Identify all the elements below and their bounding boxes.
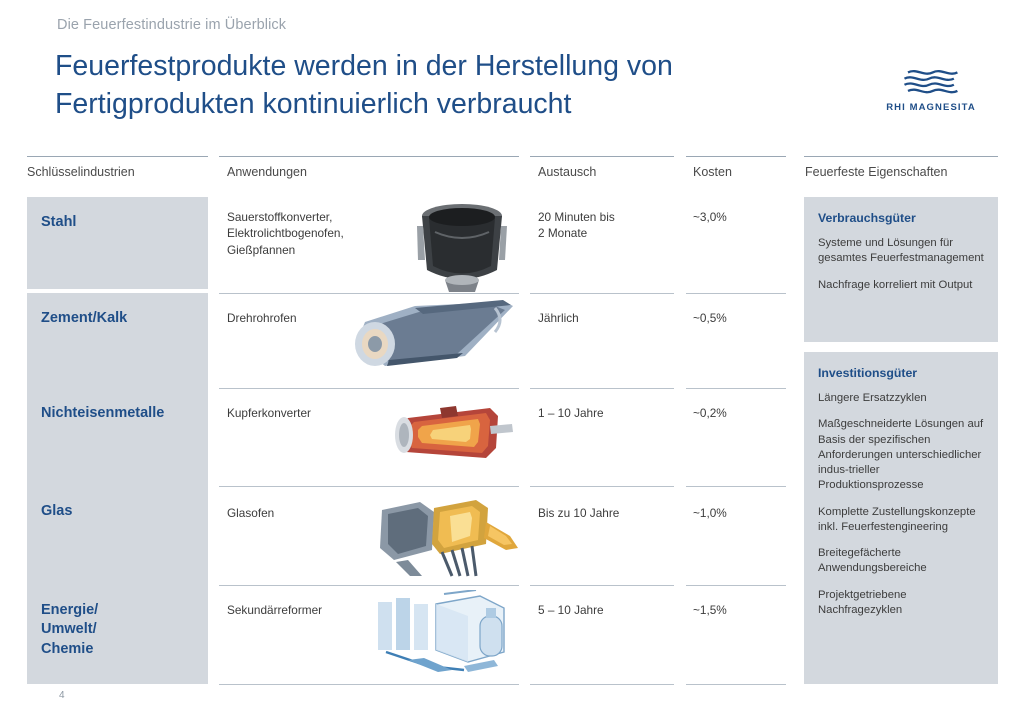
column-header-applications: Anwendungen	[227, 165, 307, 179]
cost-nonferrous: ~0,2%	[693, 406, 727, 420]
cost-energy: ~1,5%	[693, 603, 727, 617]
cost-glass: ~1,0%	[693, 506, 727, 520]
rule-costs	[686, 156, 786, 157]
row-rule-5-exchange	[530, 684, 674, 685]
cost-steel: ~3,0%	[693, 210, 727, 224]
row-rule-2-costs	[686, 388, 786, 389]
row-rule-2-exchange	[530, 388, 674, 389]
row-rule-4-exchange	[530, 585, 674, 586]
application-steel-line2: Elektrolichtbogenofen,	[227, 226, 344, 241]
column-header-costs: Kosten	[693, 165, 732, 179]
industry-cell-nonferrous: Nichteisenmetalle	[27, 388, 208, 486]
panel-capital-heading: Investitionsgüter	[818, 366, 918, 380]
panel-capital-goods	[804, 352, 998, 684]
exchange-steel-line2: 2 Monate	[538, 226, 588, 241]
row-rule-4-applications	[219, 585, 519, 586]
application-steel-line1: Sauerstoffkonverter,	[227, 210, 333, 224]
panel-capital-p5: Projektgetriebene Nachfragezyklen	[818, 588, 907, 616]
cost-cement: ~0,5%	[693, 311, 727, 325]
row-rule-3-exchange	[530, 486, 674, 487]
panel-consumables-p2: Nachfrage korreliert mit Output	[818, 278, 973, 291]
industry-energy-line2: Umwelt/	[41, 621, 97, 638]
application-glass: Glasofen	[227, 506, 275, 520]
exchange-nonferrous: 1 – 10 Jahre	[538, 406, 604, 420]
panel-consumables	[804, 197, 998, 342]
eyebrow-text: Die Feuerfestindustrie im Überblick	[57, 17, 287, 33]
row-rule-1-exchange	[530, 293, 674, 294]
application-steel	[227, 209, 407, 258]
panel-capital-p1: Längere Ersatzzyklen	[818, 392, 927, 404]
rule-exchange	[530, 156, 674, 157]
application-energy: Sekundärreformer	[227, 603, 323, 617]
column-header-industries: Schlüsselindustrien	[27, 165, 135, 179]
row-rule-5-costs	[686, 684, 786, 685]
panel-capital-p2: Maßgeschneiderte Lösungen auf Basis der spezifischen Anforderungen unterschiedlicher indus-trieller Produktionsprozesse	[818, 418, 984, 492]
exchange-steel-line1: 20 Minuten bis	[538, 210, 615, 224]
rotary-kiln-illustration	[345, 296, 520, 378]
converter-vessel-illustration	[405, 196, 520, 294]
exchange-energy: 5 – 10 Jahre	[538, 603, 604, 617]
panel-capital-p3: Komplette Zustellungskonzepte inkl. Feuerfestengineering	[818, 505, 976, 533]
industry-cell-glass: Glas	[27, 486, 208, 585]
industry-cell-steel: Stahl	[27, 197, 208, 289]
wave-logo-icon	[878, 68, 984, 98]
application-nonferrous: Kupferkonverter	[227, 406, 311, 420]
panel-consumables-p1: Systeme und Lösungen für gesamtes Feuerfestmanagement	[818, 237, 984, 265]
exchange-cement: Jährlich	[538, 311, 579, 325]
application-steel-line3: Gießpfannen	[227, 242, 296, 257]
row-rule-2-applications	[219, 388, 519, 389]
industry-energy-line3: Chemie	[41, 640, 94, 657]
exchange-steel	[538, 209, 678, 242]
logo-text: RHI MAGNESITA	[886, 102, 976, 113]
logo	[866, 68, 996, 113]
rule-properties	[804, 156, 998, 157]
column-header-properties: Feuerfeste Eigenschaften	[805, 165, 948, 179]
row-rule-1-costs	[686, 293, 786, 294]
industry-cell-energy	[27, 585, 208, 684]
page-title: Feuerfestprodukte werden in der Herstellung von Fertigprodukten kontinuierlich verbraucht	[55, 50, 673, 120]
rule-industries	[27, 156, 208, 157]
rule-applications	[219, 156, 519, 157]
row-rule-1-applications	[219, 293, 519, 294]
exchange-glass: Bis zu 10 Jahre	[538, 506, 620, 520]
industry-energy-line1: Energie/	[41, 602, 99, 618]
row-rule-3-applications	[219, 486, 519, 487]
panel-capital-p4: Breitegefächerte Anwendungsbereiche	[818, 547, 927, 575]
column-header-exchange: Austausch	[538, 165, 597, 179]
row-rule-5-applications	[219, 684, 519, 685]
application-cement: Drehrohrofen	[227, 311, 297, 325]
glass-furnace-illustration	[372, 492, 522, 580]
panel-consumables-heading: Verbrauchsgüter	[818, 211, 916, 225]
copper-converter-illustration	[378, 396, 523, 474]
row-rule-3-costs	[686, 486, 786, 487]
page-number: 4	[59, 690, 65, 701]
secondary-reformer-illustration	[368, 590, 523, 678]
row-rule-4-costs	[686, 585, 786, 586]
industry-cell-cement: Zement/Kalk	[27, 293, 208, 388]
